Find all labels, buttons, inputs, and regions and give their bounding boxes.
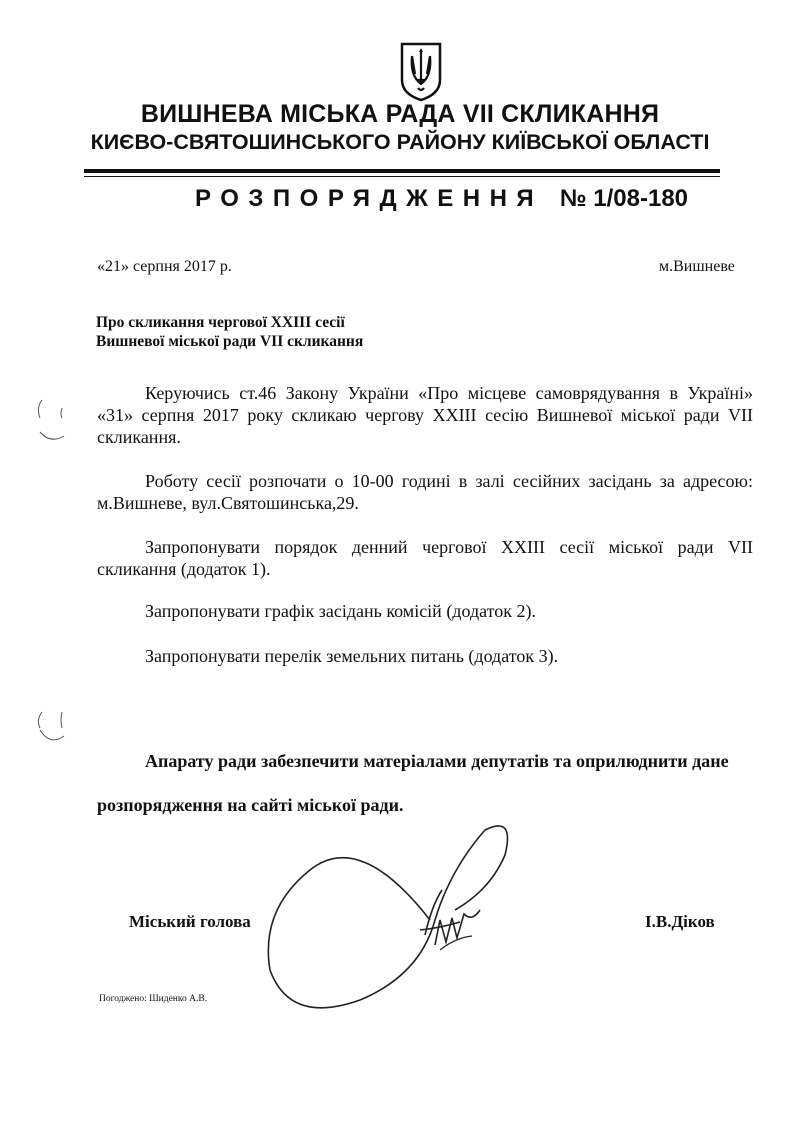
body-paragraph-3: Запропонувати порядок денний чергової XXIII сесії міської ради VII скликання (додаток 1). [97, 537, 753, 579]
order-date: «21» серпня 2017 р. [97, 258, 232, 275]
order-title: РОЗПОРЯДЖЕННЯ [195, 185, 544, 212]
body-paragraph-4: Запропонувати графік засідань комісій (додаток 2). [145, 601, 536, 621]
order-subject [96, 313, 363, 351]
signatory-name: І.В.Діков [645, 912, 715, 931]
body-paragraph-5: Запропонувати перелік земельних питань (додаток 3). [145, 646, 559, 666]
body-paragraph-2: Роботу сесії розпочати о 10-00 годині в залі сесійних засідань за адресою: м.Вишневе, вул.Святошинська,29. [97, 471, 753, 513]
binder-hole-marks [30, 390, 70, 750]
council-name: ВИШНЕВА МІСЬКА РАДА VII СКЛИКАННЯ [140, 100, 660, 128]
subject-line-2: Вишневої міської ради VII скликання [96, 333, 364, 350]
instruction-line-1: Апарату ради забезпечити матеріалами депутатів та оприлюднити дане [145, 751, 729, 771]
order-city: м.Вишневе [659, 258, 735, 275]
header-rule-thick [84, 169, 720, 173]
council-district: КИЄВО-СВЯТОШИНСЬКОГО РАЙОНУ КИЇВСЬКОЇ ОБЛАСТІ [90, 130, 710, 154]
order-heading [195, 185, 688, 213]
header-rule-thin [84, 176, 720, 177]
body-paragraph-1: Керуючись ст.46 Закону України «Про місцеве самоврядування в Україні» «31» серпня 2017 року скликаю чергову XXIII сесію Вишневої міської ради VII скликання. [97, 383, 753, 447]
handwritten-signature [250, 810, 550, 1030]
order-number: № 1/08-180 [559, 185, 689, 212]
instruction-line-2: розпорядження на сайті міської ради. [97, 795, 404, 815]
coat-of-arms-icon [398, 40, 444, 102]
approval-note: Погоджено: Шиденко А.В. [99, 994, 208, 1004]
signatory-title: Міський голова [129, 912, 251, 931]
subject-line-1: Про скликання чергової XXIII сесії [96, 314, 345, 331]
